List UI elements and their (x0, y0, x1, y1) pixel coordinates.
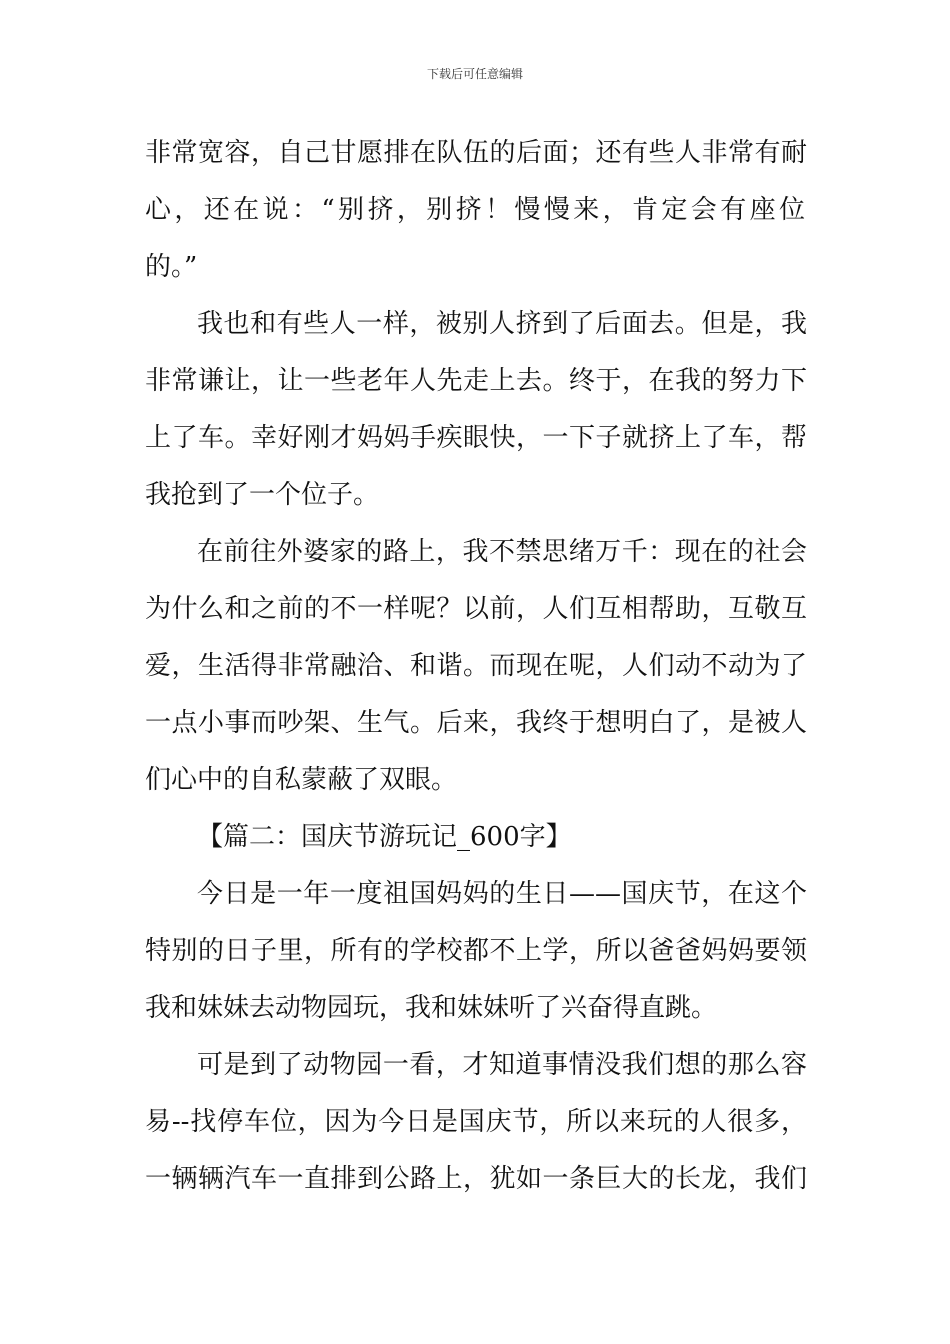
text-line: 我抢到了一个位子。 (145, 480, 380, 510)
text-line: 爱，生活得非常融洽、和谐。而现在呢，人们动不动为了 (145, 651, 807, 681)
text-line: 一点小事而吵架、生气。后来，我终于想明白了，是被人 (145, 708, 807, 738)
text-line: 们心中的自私蒙蔽了双眼。 (145, 765, 458, 795)
text-line: 的。” (145, 252, 198, 282)
text-line: 易--找停车位，因为今日是国庆节，所以来玩的人很多， (145, 1107, 807, 1137)
text-line: 非常宽容，自己甘愿排在队伍的后面；还有些人非常有耐 (145, 138, 807, 168)
text-line: 心，还在说：“别挤，别挤！慢慢来，肯定会有座位 (145, 195, 807, 225)
text-line: 今日是一年一度祖国妈妈的生日——国庆节，在这个 (197, 879, 807, 909)
document-body (145, 125, 807, 1208)
text-line: 我和妹妹去动物园玩，我和妹妹听了兴奋得直跳。 (145, 993, 718, 1023)
text-line: 非常谦让，让一些老年人先走上去。终于，在我的努力下 (145, 366, 807, 396)
text-line: 可是到了动物园一看，才知道事情没我们想的那么容 (197, 1050, 807, 1080)
text-line: 我也和有些人一样，被别人挤到了后面去。但是，我 (197, 309, 807, 339)
text-line: 一辆辆汽车一直排到公路上，犹如一条巨大的长龙，我们 (145, 1164, 807, 1194)
page-header: 下载后可任意编辑 (426, 67, 523, 81)
text-line: 在前往外婆家的路上，我不禁思绪万千：现在的社会 (197, 537, 807, 567)
text-line: 上了车。幸好刚才妈妈手疾眼快，一下子就挤上了车，帮 (145, 423, 807, 453)
text-line: 为什么和之前的不一样呢？以前，人们互相帮助，互敬互 (145, 594, 807, 624)
section-heading: 【篇二：国庆节游玩记_600字】 (197, 822, 572, 852)
text-line: 特别的日子里，所有的学校都不上学，所以爸爸妈妈要领 (145, 936, 807, 966)
